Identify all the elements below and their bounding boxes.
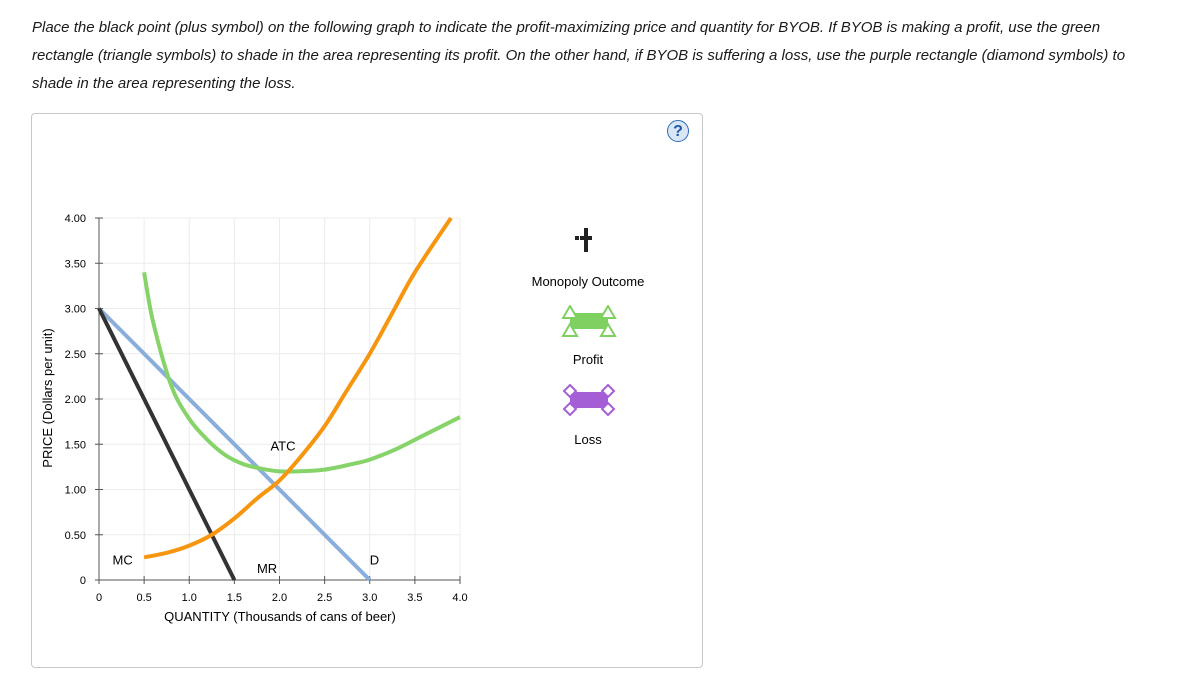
x-tick-label: 1.0 [181, 592, 197, 604]
help-icon[interactable]: ? [667, 120, 689, 142]
y-tick-label: 3.50 [64, 258, 86, 271]
x-tick-label: 2.5 [316, 592, 333, 604]
x-tick-label: 0.5 [136, 592, 152, 604]
instructions-text: Place the black point (plus symbol) on the following graph to indicate the profit-maximizing price and quantity for BYOB. If BYOB is making a profit, use the green rectangle (triangle symbols) to shade in the area representing its profit. On the other hand, if BYOB is suffering a loss, use the purple rectangle (diamond symbols) to shade in the area representing the loss. [32, 19, 1126, 92]
triangle-icon [601, 306, 615, 318]
y-tick-label: 0 [79, 575, 86, 587]
y-axis-label: PRICE (Dollars per unit) [40, 328, 55, 468]
loss-rectangle-fill [570, 392, 608, 408]
x-tick-label: 0 [95, 592, 103, 604]
chart-grid [99, 218, 460, 580]
curve-label-atc: ATC [270, 438, 296, 454]
profit-rectangle-tool[interactable] [560, 305, 618, 337]
y-tick-label: 1.00 [64, 484, 86, 497]
chart-axes [95, 218, 460, 584]
tick-labels [65, 213, 468, 604]
y-tick-label: 4.00 [64, 213, 86, 225]
y-tick-label: 1.50 [64, 439, 86, 452]
curve-label-mc: MC [112, 552, 133, 568]
plus-marker-dot-top [584, 228, 588, 232]
plus-marker-dot-bottom [584, 248, 588, 252]
loss-rectangle-tool[interactable] [560, 384, 618, 416]
y-tick-label: 2.00 [64, 394, 86, 406]
x-axis-label: QUANTITY (Thousands of cans of beer) [164, 609, 396, 624]
y-tick-label: 0.50 [64, 529, 86, 542]
y-tick-label: 3.00 [64, 303, 86, 316]
plus-marker-dot-left [575, 236, 579, 240]
x-tick-label: 3.5 [407, 592, 423, 604]
monopoly-outcome-plus-tool[interactable] [572, 228, 606, 254]
x-tick-label: 3.0 [362, 592, 378, 604]
profit-label: Profit [572, 352, 604, 367]
plus-marker-bar-v [584, 232, 588, 248]
curve-label-mr: MR [256, 560, 278, 576]
x-tick-label: 4.0 [452, 592, 468, 604]
monopoly-outcome-label: Monopoly Outcome [531, 274, 645, 289]
triangle-icon [563, 306, 577, 318]
curve-atc [144, 272, 460, 471]
x-tick-label: 2.0 [271, 592, 288, 604]
curve-label-d: D [369, 552, 380, 568]
loss-label: Loss [574, 432, 602, 447]
x-tick-label: 1.5 [226, 592, 243, 604]
y-tick-label: 2.50 [64, 348, 86, 361]
